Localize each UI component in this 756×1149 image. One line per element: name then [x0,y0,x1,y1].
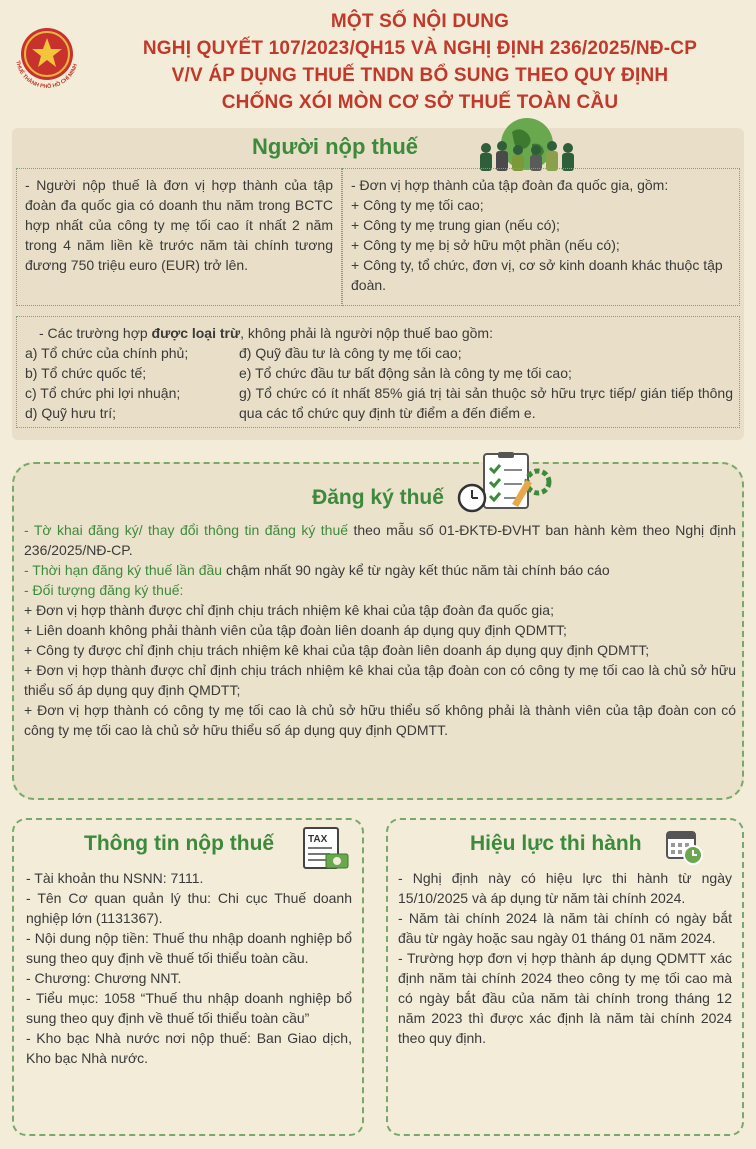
payment-info-item: - Nội dung nộp tiền: Thuế thu nhập doanh nghiệp bổ sung theo quy định về thuế tối thiểu toàn cầu. [26,930,352,966]
taxpayer-definition-text: - Người nộp thuế là đơn vị hợp thành của tập đoàn đa quốc gia có doanh thu năm trong BCTC hợp nhất của công ty mẹ tối cao ít nhất 2 năm trong 4 năm liền kề trước năm tài chính tương đương 750 triệu euro (EUR) trở lên. [25,177,333,273]
effective-item: - Nghị định này có hiệu lực thi hành từ ngày 15/10/2025 và áp dụng từ năm tài chính 2024. [398,870,732,906]
tax-payment-info-section [12,818,364,1136]
page-title [88,8,752,116]
payment-info-item: - Tài khoản thu NSNN: 7111. [26,870,204,886]
registration-form-text: theo mẫu số 01-ĐKTĐ-ĐVHT ban hành kèm theo Nghị định 236/2025/NĐ-CP. [24,522,736,558]
constituent-line: + Công ty mẹ trung gian (nếu có); [351,217,560,233]
registration-form-label: - Tờ khai đăng ký/ thay đổi thông tin đăng ký thuế [24,522,349,538]
tax-registration-section [12,462,744,800]
taxpayer-definition-cell [16,168,342,306]
effective-item: - Trường hợp đơn vị hợp thành áp dụng QDMTT xác định năm tài chính 2024 theo công ty mẹ tối cao mà có ngày bắt đầu của năm tài chính trong tháng 12 năm 2023 thì được xác định là năm tài chính 2024 theo quy định. [398,950,732,1046]
constituent-line: + Công ty mẹ tối cao; [351,197,484,213]
registration-subjects-label: - Đối tượng đăng ký thuế: [24,582,184,598]
excluded-item: a) Tổ chức của chính phủ; [25,345,189,361]
checklist-clock-icon [454,452,554,514]
taxpayer-section [12,128,744,440]
payment-info-item: - Kho bạc Nhà nước nơi nộp thuế: Ban Giao dịch, Kho bạc Nhà nước. [26,1030,352,1066]
registration-subject-item: + Đơn vị hợp thành được chỉ định chịu trách nhiệm kê khai của tập đoàn con có công ty mẹ tối cao là chủ sở hữu thiểu số áp dụng quy định QMDTT; [24,662,736,698]
registration-subject-item: + Công ty được chỉ định chịu trách nhiệm kê khai của tập đoàn liên doanh áp dụng quy định QDMTT; [24,642,650,658]
excluded-intro [25,323,731,343]
excluded-item: c) Tổ chức phi lợi nhuận; [25,385,181,401]
svg-text:TAX: TAX [308,834,328,845]
excluded-item: b) Tổ chức quốc tế; [25,365,147,381]
effective-date-body [398,868,732,1048]
tax-payment-info-body [26,868,352,1068]
effective-date-title: Hiệu lực thi hành [470,832,642,855]
registration-deadline-text: chậm nhất 90 ngày kể từ ngày kết thúc năm tài chính báo cáo [222,562,610,578]
constituent-line: + Công ty mẹ bị sở hữu một phần (nếu có); [351,237,620,253]
excluded-item: e) Tổ chức đầu tư bất động sản là công ty mẹ tối cao; [239,365,572,381]
payment-info-item: - Chương: Chương NNT. [26,970,182,986]
excluded-intro-c: , không phải là người nộp thuế bao gồm: [240,325,493,341]
registration-subject-item: + Đơn vị hợp thành có công ty mẹ tối cao là chủ sở hữu thiểu số không phải là thành viên của tập đoàn con có công ty mẹ tối cao là chủ sở hữu thiểu số áp dụng quy định QDMTT. [24,702,736,738]
title-line-3: V/V ÁP DỤNG THUẾ TNDN BỔ SUNG THEO QUY ĐỊNH [171,65,669,86]
tax-registration-body [24,520,736,740]
constituent-line: + Công ty, tổ chức, đơn vị, cơ sở kinh doanh khác thuộc tập đoàn. [351,257,723,293]
tax-payment-info-title: Thông tin nộp thuế [84,832,275,855]
effective-date-section [386,818,744,1136]
header [0,0,756,125]
taxpayer-title: Người nộp thuế [252,134,418,159]
registration-form-paragraph [24,520,736,560]
calendar-clock-icon [664,826,704,866]
payment-info-item: - Tiểu mục: 1058 “Thuế thu nhập doanh nghiệp bổ sung theo quy định về thuế tối thiểu toàn cầu” [26,990,352,1026]
effective-item: - Năm tài chính 2024 là năm tài chính có ngày bắt đầu từ ngày hoặc sau ngày 01 tháng 01 năm 2024. [398,910,732,946]
registration-subject-item: + Liên doanh không phải thành viên của tập đoàn liên doanh áp dụng quy định QDMTT; [24,622,567,638]
payment-info-item: - Tên Cơ quan quản lý thu: Chi cục Thuế doanh nghiệp lớn (1131367). [26,890,352,926]
registration-deadline-paragraph [24,560,736,580]
constituent-entities-cell [342,168,740,306]
title-line-4: CHỐNG XÓI MÒN CƠ SỞ THUẾ TOÀN CẦU [221,92,619,113]
excluded-cases-cell [16,316,740,428]
svg-text:THUẾ THÀNH PHỐ HỒ CHÍ MINH: THUẾ THÀNH PHỐ HỒ CHÍ MINH [14,60,80,91]
tax-document-icon [300,826,350,872]
title-line-1: MỘT SỐ NỘI DUNG [330,11,510,32]
title-line-2: NGHỊ QUYẾT 107/2023/QH15 VÀ NGHỊ ĐỊNH 236/2025/NĐ-CP [142,38,698,59]
excluded-item: d) Quỹ hưu trí; [25,405,117,421]
tax-registration-title: Đăng ký thuế [312,486,444,509]
excluded-item: đ) Quỹ đầu tư là công ty mẹ tối cao; [239,345,462,361]
registration-subject-item: + Đơn vị hợp thành được chỉ định chịu trách nhiệm kê khai của tập đoàn đa quốc gia; [24,602,554,618]
tax-emblem-logo [8,18,86,96]
people-globe-icon [472,114,582,172]
excluded-item: g) Tổ chức có ít nhất 85% giá trị tài sản thuộc sở hữu trực tiếp/ gián tiếp thông qua các tổ chức quy định từ điểm a đến điểm e. [239,385,733,421]
excluded-intro-bold: được loại trừ [151,325,241,341]
constituent-line: - Đơn vị hợp thành của tập đoàn đa quốc gia, gồm: [351,177,669,193]
excluded-intro-a: - Các trường hợp [39,325,152,341]
registration-deadline-label: - Thời hạn đăng ký thuế lần đầu [24,562,223,578]
